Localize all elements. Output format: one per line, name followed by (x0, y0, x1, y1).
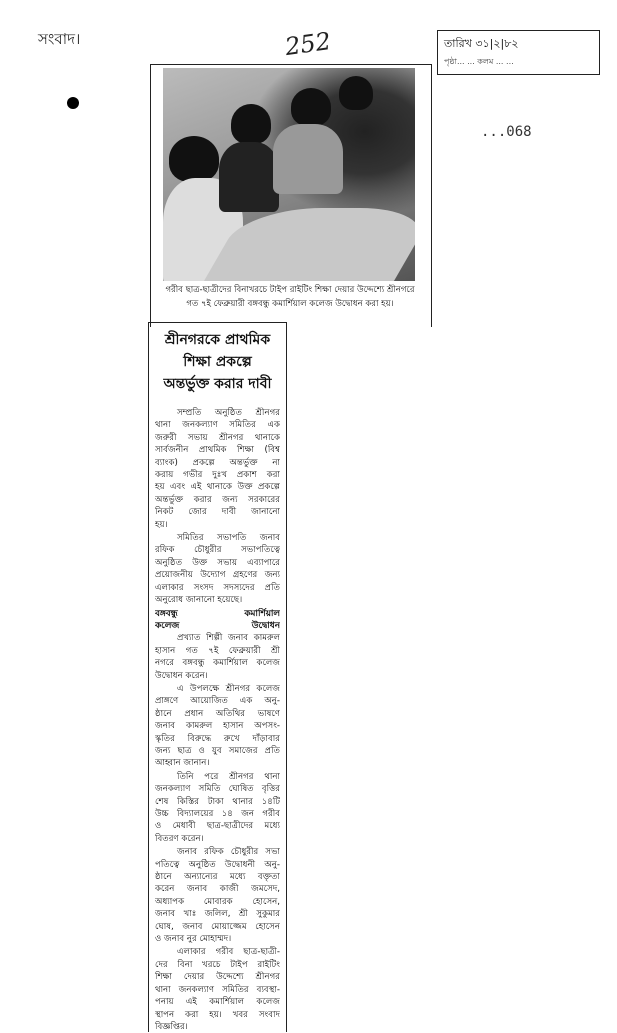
page-number-handwritten: 252 (283, 26, 333, 62)
newspaper-name-handwritten: সংবাদ। (38, 30, 81, 48)
text-line: জনাব রফিক চৌধুরীর সভা (177, 847, 280, 858)
text-line: বঙ্গবন্ধু কমার্শিয়াল (155, 608, 280, 619)
text-line: জরুরী সভায় শ্রীনগর থানাকে (155, 432, 280, 443)
text-line: ষ্ঠানে প্রধান অতিথির ভাষণে (155, 708, 280, 719)
text-line: প্রয়োজনীয় উদ্যোগ গ্রহণের জন্য (155, 570, 280, 581)
text-line: অধ্যাপক মোবারক হোসেন, (155, 896, 280, 907)
article-paragraph (155, 632, 280, 682)
text-line: থানা জনকল্যাণ সমিতির ব্যবস্থা- (155, 984, 280, 995)
article-subheading (155, 608, 280, 633)
article-paragraph (155, 846, 280, 945)
article-paragraph (155, 946, 280, 1033)
date-label: তারিখ ৩১|২|৮২ (444, 37, 519, 50)
text-line: প্রাঙ্গণে আয়োজিত এক অনু- (155, 696, 280, 707)
text-line: ষ্ঠানে অন্যান্যের মধ্যে বক্তৃতা (155, 872, 280, 883)
text-line: শিক্ষা দেয়ার উদ্দেশ্যে শ্রীনগর (155, 972, 280, 983)
text-line: তিনি পরে শ্রীনগর থানা (177, 771, 280, 782)
text-line: এলাকার গরীব ছাত্র-ছাত্রী- (177, 947, 280, 958)
article-paragraph (155, 683, 280, 770)
text-line: এলাকার সংসদ সদস্যদের প্রতি (155, 582, 280, 593)
text-line: প্রখ্যাত শিল্পী জনাব কামরুল (177, 633, 280, 644)
date-stamp-box (437, 30, 600, 75)
article-column (148, 322, 287, 1032)
text-line: জনাব কামরুল হাসান অপসং- (155, 721, 280, 732)
text-line: সম্প্রতি অনুষ্ঠিত শ্রীনগর (177, 408, 280, 418)
text-line: দের বিনা খরচে টাইপ রাইটিং (155, 959, 280, 970)
text-line: ও জনাব নুর মোহাম্মদ। (155, 934, 232, 945)
text-line: উদ্বোধন করেন। (155, 670, 208, 681)
headline-line: অন্তর্ভুক্ত করার দাবী (163, 376, 272, 392)
article-paragraph (155, 532, 280, 606)
text-line: সার্বজনীন প্রাথমিক শিক্ষা (বিশ্ব (155, 445, 280, 456)
text-line: নিকট জোর দাবী জানানো (155, 507, 280, 518)
text-line: বিজ্ঞপ্তির। (155, 1021, 188, 1032)
page-column-label: পৃষ্ঠা... ... কলম ... ... (444, 57, 514, 66)
text-line: ব্যাংক) প্রকল্পে অন্তর্ভুক্ত না (155, 457, 280, 468)
news-photo (163, 68, 415, 281)
text-line: থানা জনকল্যাণ সমিতির এক (155, 420, 280, 431)
text-line: শেষ কিস্তির টাকা থানার ১৪টি (155, 796, 280, 807)
text-line: বিতরণ করেন। (155, 833, 204, 844)
text-line: নগরে বঙ্গবন্ধু কমার্শিয়াল কলেজ (155, 658, 280, 669)
text-line: স্কৃতির বিরুদ্ধে রুখে দাঁড়াবার (155, 733, 280, 744)
text-line: পতিত্বে অনুষ্ঠিত উদ্বোধনী অনু- (155, 859, 280, 870)
text-line: কলেজ উদ্বোধন (155, 620, 280, 631)
article-paragraph (155, 771, 280, 845)
text-line: হাসান গত ৭ই ফেব্রুয়ারী শ্রী (155, 645, 280, 656)
text-line: করেন জনাব কাজী জমসেদ, (155, 884, 280, 895)
punch-hole (67, 97, 79, 109)
text-line: ঘোষ, জনাব মোয়াজ্জেম হোসেন (155, 921, 280, 932)
article-headline (155, 329, 280, 395)
text-line: অনুরোধ জানানো হয়েছে। (155, 595, 243, 606)
article-paragraph (155, 407, 280, 531)
headline-line: শিক্ষা প্রকল্পে (183, 354, 252, 370)
archive-stamp-number: ...068 (481, 124, 532, 140)
text-line: রফিক চৌধুরীর সভাপতিত্বে (155, 545, 280, 556)
text-line: জনকল্যাণ সমিতি ঘোষিত বৃত্তির (155, 784, 280, 795)
text-line: হয় এবং এই থানাকে উক্ত প্রকল্পে (155, 482, 280, 493)
photo-caption: গরীব ছাত্র-ছাত্রীদের বিনাখরচে টাইপ রাইটিং শিক্ষা দেয়ার উদ্দেশ্যে শ্রীনগরে গত ৭ই ফেব্রুয়ারী বঙ্গবন্ধু কমার্শিয়াল কলেজ উদ্বোধন করা হয়। (165, 285, 415, 309)
text-line: আহ্বান জানান। (155, 758, 210, 769)
text-line: হয়। (155, 519, 168, 530)
text-line: অনুষ্ঠিত উক্ত সভায় এব্যাপারে (155, 557, 280, 568)
text-line: জনাব খাঃ জলিল, শ্রী সুকুমার (155, 909, 280, 920)
article-body (155, 407, 280, 1033)
text-line: পনায় এই কমার্শিয়াল কলেজ (155, 997, 280, 1008)
text-line: এ উপলক্ষে শ্রীনগর কলেজ (177, 683, 280, 694)
text-line: করায় গভীর দুঃখ প্রকাশ করা (155, 470, 280, 481)
text-line: অন্তর্ভুক্ত করার জন্য সরকারের (155, 494, 280, 505)
headline-line: শ্রীনগরকে প্রাথমিক (164, 332, 271, 348)
text-line: উচ্চ বিদ্যালয়ের ১৪ জন গরীব (155, 809, 280, 819)
text-line: স্থাপন করা হয়। খবর সংবাদ (155, 1009, 280, 1020)
photo-frame (150, 64, 432, 327)
text-line: জন্য ছাত্র ও যুব সমাজের প্রতি (155, 745, 280, 756)
text-line: সমিতির সভাপতি জনাব (177, 533, 280, 544)
text-line: ও মেধাবী ছাত্র-ছাত্রীদের মধ্যে (155, 821, 280, 832)
